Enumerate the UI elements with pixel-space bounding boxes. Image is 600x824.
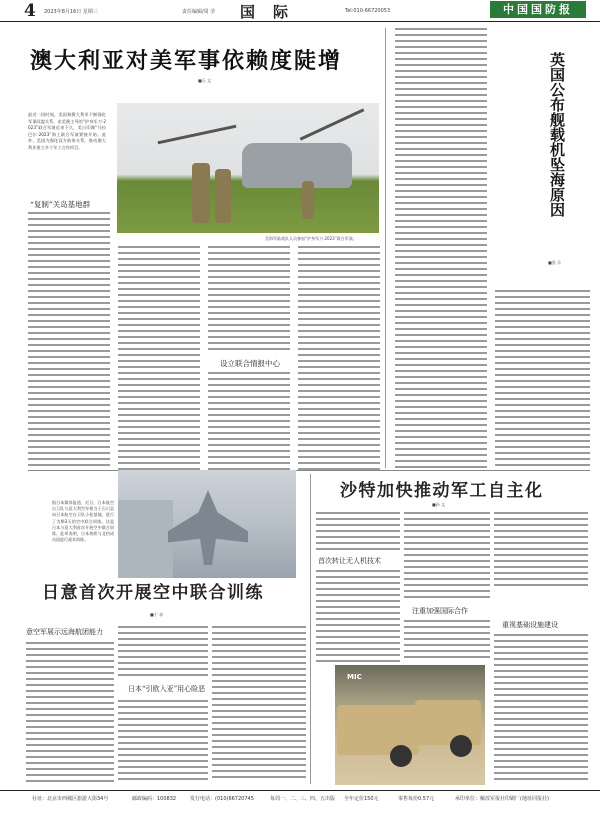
article4-body-col3b [494, 634, 588, 784]
footer-phone: 发行电话：(010)66720745 [190, 796, 254, 802]
section-title: 国际 [240, 3, 307, 21]
article1-photo-caption: 美海军陆战队人员参加“护身军刀-2023”联合军演。 [265, 236, 357, 241]
article1-body-col3a [208, 246, 290, 354]
article1-byline: ■石 文 [198, 78, 212, 83]
article2-body-col2 [495, 290, 590, 468]
article4-byline: ■孙 文 [432, 502, 446, 507]
footer-annual-price: 全年定价150元 [344, 796, 379, 802]
article1-headline: 澳大利亚对美军事依赖度陡增 [30, 49, 343, 74]
footer [0, 790, 600, 810]
article1-body-col3b [208, 372, 290, 470]
article3-body-col2b [118, 700, 208, 782]
article4-body-col2a [404, 512, 490, 600]
article1-body-col4 [298, 246, 380, 470]
article1-subhead-1: “复制”关岛基地群 [30, 200, 91, 209]
wheel-shape [390, 745, 412, 767]
editor-credit: 责任编辑/周 莹 [182, 9, 216, 15]
footer-address: 社址：北京市西城区旅游大街34号 [32, 796, 109, 802]
article1-lead: 最近一段时间，美国和澳大利亚不断强化军事同盟关系。由美澳主导的“护身军刀-2023”联合军演近来不久，美日印澳“马拉巴尔-2023”海上联合军演紧接开始。此外，美国为强化双方防务关系，推动澳大利亚建立多个军工合作项目。 [28, 112, 106, 150]
hangar-shape [118, 500, 173, 578]
soldier-shape [192, 163, 210, 223]
footer-postcode: 邮政编码：100832 [132, 796, 177, 802]
article4-body-col1a [316, 512, 400, 550]
article4-body-col1b [316, 570, 400, 662]
tel-number: Tel:010-66720053 [345, 8, 391, 14]
article4-headline: 沙特加快推动军工自主化 [340, 481, 544, 501]
masthead [0, 0, 600, 22]
page-number: 4 [24, 1, 36, 21]
article3-photo [118, 470, 296, 578]
osprey-aircraft-shape [242, 143, 352, 188]
article4-subhead-3: 重视基础设施建设 [502, 621, 558, 629]
article3-body-col1 [26, 642, 114, 782]
section-divider [28, 470, 590, 471]
article1-subhead-3: 设立联合情报中心 [220, 359, 280, 368]
article1-photo [117, 103, 379, 233]
article3-body-col3 [212, 626, 306, 782]
footer-single-price: 零售每份0.57元 [398, 796, 435, 802]
column-divider [385, 28, 386, 468]
article3-byline: ■于 承 [150, 612, 164, 617]
wheel-shape [450, 735, 472, 757]
mic-sign: MIC [347, 673, 362, 681]
article1-body-col1 [28, 212, 110, 470]
soldier-shape [215, 169, 231, 223]
article3-subhead-2: 日本“引欧入亚”用心险恶 [128, 685, 206, 693]
article4-subhead-2: 注重加强国际合作 [412, 607, 468, 615]
article4-subhead-1: 首次转让无人机技术 [318, 557, 381, 565]
article3-body-col2a [118, 626, 208, 678]
article4-body-col3a [494, 512, 588, 588]
column-divider [310, 474, 311, 784]
article3-lead: 据日本媒体报道，近日，日本航空自卫队与意大利空军相当于石川县向日本航空自卫队小松基地，进行了为期3天的空中联合训练。这是日本与意大利首次开展空中联合训练。此举表明，日本持续与北约成员国进行战术训练。 [52, 500, 114, 543]
soldier-shape [302, 181, 314, 219]
article2-byline: ■黑 乐 [548, 260, 562, 265]
article2-headline: 英国公布舰载机坠海原因 [548, 52, 566, 217]
rotor-shape [300, 108, 365, 140]
article1-body-col2 [118, 246, 200, 470]
article3-subhead-1: 意空军展示远海航团能力 [26, 628, 103, 636]
armored-vehicle-shape [415, 700, 481, 745]
f35-jet-shape [168, 490, 248, 565]
newspaper-logo: 中国国防报 [490, 1, 586, 18]
footer-schedule: 每周一、二、三、四、五出版 [270, 796, 336, 802]
article4-photo [335, 665, 485, 785]
rotor-shape [158, 125, 237, 145]
article4-body-col2b [404, 620, 490, 660]
issue-date: 2023年8月16日 星期三 [44, 9, 98, 15]
article3-headline: 日意首次开展空中联合训练 [42, 583, 264, 603]
article2-body-col1 [395, 28, 487, 468]
footer-printer: 承印单位：解放军报社印刷厂(地址同报社) [455, 796, 549, 802]
